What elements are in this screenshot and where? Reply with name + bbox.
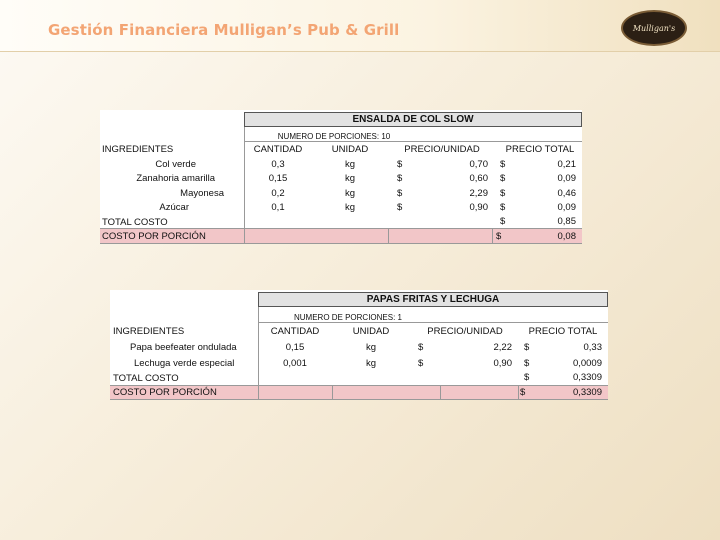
row-qty: 0,001 [283, 358, 307, 369]
total-cost-label: TOTAL COSTO [102, 217, 168, 228]
table-title: ENSALDA DE COL SLOW [244, 112, 582, 127]
row-name: Mayonesa [180, 188, 224, 199]
total-cost-label: TOTAL COSTO [113, 373, 179, 384]
header-quantity: CANTIDAD [270, 326, 320, 337]
header-unit-price: PRECIO/UNIDAD [404, 144, 480, 155]
header-ingredients: INGREDIENTES [113, 326, 185, 337]
row-total-currency: $ [500, 173, 506, 184]
row-total-currency: $ [524, 358, 530, 369]
header-unit: UNIDAD [331, 144, 369, 155]
total-cost-value: 0,3309 [572, 372, 602, 383]
table-fries-lettuce [110, 290, 608, 400]
row-qty: 0,1 [271, 202, 285, 213]
row-price-currency: $ [397, 202, 403, 213]
row-price: 2,29 [469, 188, 488, 199]
row-unit: kg [365, 342, 377, 353]
header-unit-price: PRECIO/UNIDAD [427, 326, 503, 337]
row-total: 0,09 [557, 173, 576, 184]
row-name: Azúcar [159, 202, 189, 213]
row-unit: kg [344, 173, 356, 184]
row-price-currency: $ [397, 188, 403, 199]
row-unit: kg [344, 188, 356, 199]
header-band [0, 0, 720, 52]
total-cost-value: 0,85 [557, 216, 576, 227]
row-price-currency: $ [397, 173, 403, 184]
mulligans-logo [621, 10, 687, 46]
row-name: Zanahoria amarilla [136, 173, 215, 184]
total-cost-currency: $ [500, 216, 506, 227]
header-unit: UNIDAD [352, 326, 390, 337]
table-coleslaw [100, 110, 582, 244]
row-price-currency: $ [397, 159, 403, 170]
header-quantity: CANTIDAD [253, 144, 303, 155]
row-price: 2,22 [493, 342, 512, 353]
table-title: PAPAS FRITAS Y LECHUGA [258, 292, 608, 307]
row-price: 0,70 [469, 159, 488, 170]
row-qty: 0,3 [271, 159, 285, 170]
row-name: Papa beefeater ondulada [130, 342, 237, 353]
row-total: 0,21 [557, 159, 576, 170]
row-unit: kg [365, 358, 377, 369]
header-total-price: PRECIO TOTAL [505, 144, 575, 155]
row-price: 0,60 [469, 173, 488, 184]
portion-cost-value: 0,3309 [572, 387, 602, 398]
header-total-price: PRECIO TOTAL [528, 326, 598, 337]
portion-cost-currency: $ [520, 387, 526, 398]
portions-label: NUMERO DE PORCIONES: 1 [293, 313, 402, 322]
portion-cost-label: COSTO POR PORCIÓN [113, 387, 217, 398]
row-name: Lechuga verde especial [134, 358, 235, 369]
row-price: 0,90 [469, 202, 488, 213]
page-title: Gestión Financiera Mulligan’s Pub & Grill [48, 21, 400, 39]
row-total-currency: $ [500, 188, 506, 199]
row-price-currency: $ [418, 342, 424, 353]
logo-text: Mulligan's [632, 23, 676, 33]
portion-cost-value: 0,08 [557, 231, 576, 242]
row-total: 0,09 [557, 202, 576, 213]
row-qty: 0,2 [271, 188, 285, 199]
row-total-currency: $ [524, 342, 530, 353]
row-total: 0,0009 [572, 358, 602, 369]
row-total: 0,46 [557, 188, 576, 199]
row-qty: 0,15 [285, 342, 305, 353]
row-name: Col verde [155, 159, 196, 170]
row-qty: 0,15 [268, 173, 288, 184]
row-total-currency: $ [500, 202, 506, 213]
portions-label: NUMERO DE PORCIONES: 10 [277, 132, 391, 141]
row-price: 0,90 [493, 358, 512, 369]
row-unit: kg [344, 202, 356, 213]
row-total: 0,33 [583, 342, 602, 353]
row-price-currency: $ [418, 358, 424, 369]
portion-cost-currency: $ [496, 231, 502, 242]
row-total-currency: $ [500, 159, 506, 170]
portion-cost-label: COSTO POR PORCIÓN [102, 231, 206, 242]
row-unit: kg [344, 159, 356, 170]
header-ingredients: INGREDIENTES [102, 144, 174, 155]
total-cost-currency: $ [524, 372, 530, 383]
